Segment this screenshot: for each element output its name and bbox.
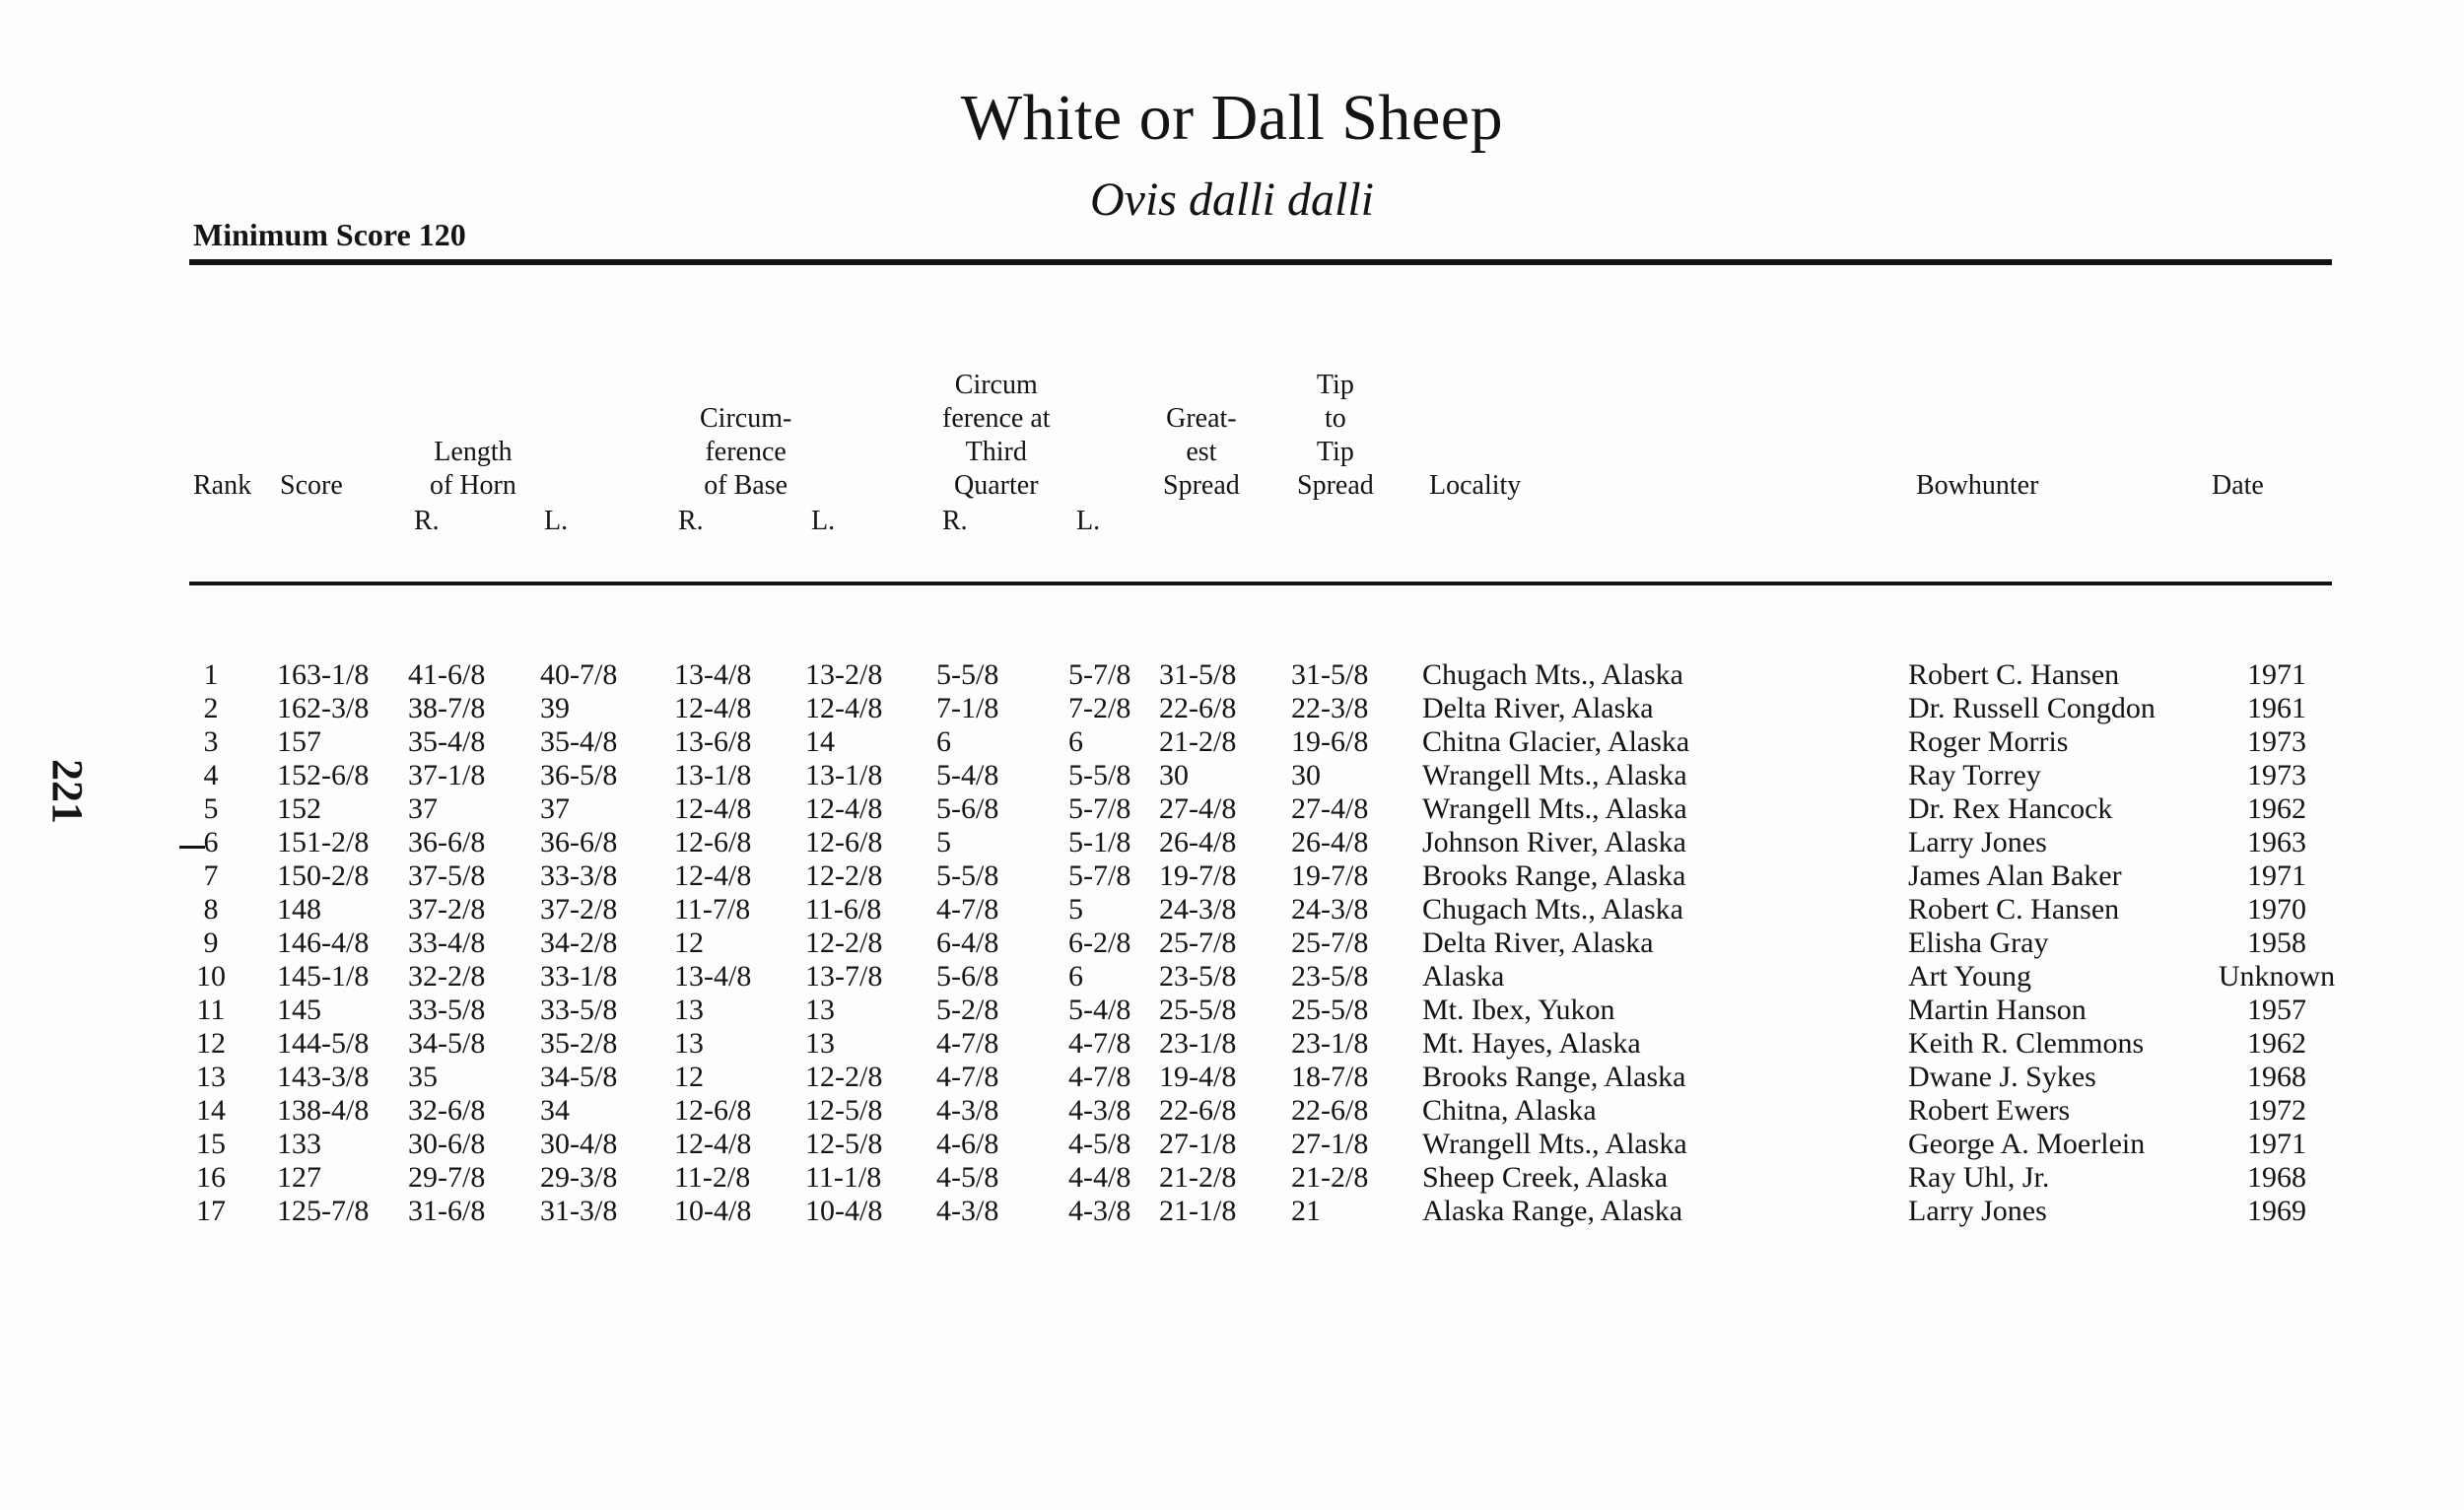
bowhunter-cell: Larry Jones (1908, 1195, 2047, 1227)
third-quarter-left-cell: 5-7/8 (1068, 792, 1131, 825)
score-cell: 151-2/8 (277, 826, 370, 858)
horn-length-left-cell: 40-7/8 (540, 658, 618, 691)
rank-cell: 14 (196, 1094, 226, 1127)
horn-length-left-cell: 33-3/8 (540, 859, 618, 892)
rank-cell: 16 (196, 1161, 226, 1194)
header-tip-to-tip-spread: Tip to Tip Spread (1297, 370, 1374, 501)
rank-cell: 3 (203, 725, 219, 758)
third-quarter-left-cell: 5-7/8 (1068, 658, 1131, 691)
greatest-spread-cell: 31-5/8 (1159, 658, 1237, 691)
table-row (0, 658, 2464, 692)
horn-length-left-cell: 35-2/8 (540, 1027, 618, 1060)
date-cell: 1971 (2247, 1128, 2306, 1160)
horn-length-right-cell: 33-5/8 (408, 994, 486, 1026)
tip-to-tip-cell: 18-7/8 (1291, 1061, 1369, 1093)
table-row (0, 826, 2464, 859)
date-cell: 1970 (2247, 893, 2306, 926)
third-quarter-left-cell: 5-1/8 (1068, 826, 1131, 858)
rank-cell: 1 (203, 658, 219, 691)
third-quarter-right-cell: 4-3/8 (936, 1195, 999, 1227)
horn-length-right-cell: 37-5/8 (408, 859, 486, 892)
table-row (0, 1027, 2464, 1061)
header-rule (189, 582, 2332, 585)
horn-length-left-cell: 34-5/8 (540, 1061, 618, 1093)
horn-length-right-cell: 32-2/8 (408, 960, 486, 993)
base-circumference-left-cell: 13-2/8 (805, 658, 883, 691)
header-date: Date (2212, 470, 2264, 501)
horn-length-left-cell: 37-2/8 (540, 893, 618, 926)
locality-cell: Brooks Range, Alaska (1422, 859, 1686, 892)
score-cell: 146-4/8 (277, 927, 370, 959)
locality-cell: Delta River, Alaska (1422, 692, 1654, 724)
locality-cell: Mt. Hayes, Alaska (1422, 1027, 1641, 1060)
date-cell: 1963 (2247, 826, 2306, 858)
minimum-score: Minimum Score 120 (193, 217, 466, 252)
score-cell: 150-2/8 (277, 859, 370, 892)
greatest-spread-cell: 21-2/8 (1159, 1161, 1237, 1194)
header-length-of-horn: Length of Horn (430, 437, 516, 501)
locality-cell: Chitna Glacier, Alaska (1422, 725, 1690, 758)
greatest-spread-cell: 19-4/8 (1159, 1061, 1237, 1093)
locality-cell: Sheep Creek, Alaska (1422, 1161, 1669, 1194)
score-cell: 152 (277, 792, 321, 825)
base-circumference-left-cell: 12-2/8 (805, 1061, 883, 1093)
greatest-spread-cell: 30 (1159, 759, 1189, 791)
score-cell: 163-1/8 (277, 658, 370, 691)
table-row (0, 692, 2464, 725)
horn-length-right-cell: 35 (408, 1061, 438, 1093)
bowhunter-cell: George A. Moerlein (1908, 1128, 2146, 1160)
date-cell: 1958 (2247, 927, 2306, 959)
horn-length-right-cell: 37-1/8 (408, 759, 486, 791)
bowhunter-cell: Keith R. Clemmons (1908, 1027, 2145, 1060)
horn-length-left-cell: 31-3/8 (540, 1195, 618, 1227)
horn-length-left-cell: 33-1/8 (540, 960, 618, 993)
base-circumference-right-cell: 12-4/8 (674, 1128, 752, 1160)
date-cell: 1973 (2247, 725, 2306, 758)
third-quarter-left-cell: 4-4/8 (1068, 1161, 1131, 1194)
tip-to-tip-cell: 27-4/8 (1291, 792, 1369, 825)
base-circumference-right-cell: 13-4/8 (674, 658, 752, 691)
table-row (0, 859, 2464, 893)
third-quarter-left-cell: 6 (1068, 725, 1083, 758)
third-quarter-right-cell: 5-5/8 (936, 859, 999, 892)
bowhunter-cell: Dwane J. Sykes (1908, 1061, 2096, 1093)
header-rank: Rank (193, 470, 252, 501)
tip-to-tip-cell: 30 (1291, 759, 1321, 791)
third-quarter-left-cell: 4-3/8 (1068, 1195, 1131, 1227)
horn-length-left-cell: 36-5/8 (540, 759, 618, 791)
third-quarter-left-cell: 5-7/8 (1068, 859, 1131, 892)
base-circumference-left-cell: 13-7/8 (805, 960, 883, 993)
rank-cell: 13 (196, 1061, 226, 1093)
rank-cell: 12 (196, 1027, 226, 1060)
rank-cell: 15 (196, 1128, 226, 1160)
date-cell: 1971 (2247, 859, 2306, 892)
score-cell: 144-5/8 (277, 1027, 370, 1060)
base-circumference-left-cell: 14 (805, 725, 835, 758)
greatest-spread-cell: 27-4/8 (1159, 792, 1237, 825)
third-quarter-left-cell: 5-5/8 (1068, 759, 1131, 791)
base-circumference-right-cell: 12-6/8 (674, 1094, 752, 1127)
horn-length-right-cell: 37-2/8 (408, 893, 486, 926)
third-quarter-left-cell: 4-3/8 (1068, 1094, 1131, 1127)
locality-cell: Alaska Range, Alaska (1422, 1195, 1683, 1227)
score-cell: 133 (277, 1128, 321, 1160)
third-quarter-right-cell: 4-7/8 (936, 1061, 999, 1093)
greatest-spread-cell: 23-1/8 (1159, 1027, 1237, 1060)
base-circumference-left-cell: 11-6/8 (805, 893, 882, 926)
third-quarter-right-cell: 5-6/8 (936, 960, 999, 993)
locality-cell: Chugach Mts., Alaska (1422, 658, 1683, 691)
base-circumference-right-cell: 13-4/8 (674, 960, 752, 993)
date-cell: 1961 (2247, 692, 2306, 724)
tip-to-tip-cell: 22-3/8 (1291, 692, 1369, 724)
base-circumference-left-cell: 12-4/8 (805, 692, 883, 724)
locality-cell: Chitna, Alaska (1422, 1094, 1597, 1127)
base-circumference-left-cell: 12-2/8 (805, 859, 883, 892)
table-row (0, 725, 2464, 759)
species-latin-name: Ovis dalli dalli (1090, 173, 1374, 226)
header-circumference-base: Circum- ference of Base (700, 403, 792, 501)
bowhunter-cell: James Alan Baker (1908, 859, 2122, 892)
records-table (0, 658, 2464, 1228)
table-row (0, 893, 2464, 927)
third-quarter-left-cell: 5 (1068, 893, 1083, 926)
header-third-left: L. (1076, 506, 1101, 536)
locality-cell: Wrangell Mts., Alaska (1422, 759, 1687, 791)
rank-cell: 5 (203, 792, 219, 825)
horn-length-right-cell: 32-6/8 (408, 1094, 486, 1127)
bowhunter-cell: Larry Jones (1908, 826, 2047, 858)
horn-length-right-cell: 33-4/8 (408, 927, 486, 959)
table-row (0, 1094, 2464, 1128)
third-quarter-right-cell: 6 (936, 725, 951, 758)
base-circumference-left-cell: 10-4/8 (805, 1195, 883, 1227)
bowhunter-cell: Martin Hanson (1908, 994, 2087, 1026)
table-row (0, 1128, 2464, 1161)
header-base-right: R. (678, 506, 704, 536)
bowhunter-cell: Roger Morris (1908, 725, 2069, 758)
score-cell: 157 (277, 725, 321, 758)
third-quarter-right-cell: 5-6/8 (936, 792, 999, 825)
horn-length-right-cell: 41-6/8 (408, 658, 486, 691)
header-greatest-spread: Great- est Spread (1163, 403, 1240, 501)
tip-to-tip-cell: 21 (1291, 1195, 1321, 1227)
tip-to-tip-cell: 27-1/8 (1291, 1128, 1369, 1160)
base-circumference-right-cell: 12 (674, 927, 704, 959)
score-cell: 127 (277, 1161, 321, 1194)
third-quarter-left-cell: 4-7/8 (1068, 1061, 1131, 1093)
date-cell: 1968 (2247, 1161, 2306, 1194)
rank-cell: 2 (203, 692, 219, 724)
base-circumference-left-cell: 12-4/8 (805, 792, 883, 825)
locality-cell: Chugach Mts., Alaska (1422, 893, 1683, 926)
page-title: White or Dall Sheep (960, 82, 1504, 154)
tip-to-tip-cell: 21-2/8 (1291, 1161, 1369, 1194)
score-cell: 152-6/8 (277, 759, 370, 791)
third-quarter-left-cell: 6 (1068, 960, 1083, 993)
header-length-left: L. (544, 506, 569, 536)
table-row (0, 792, 2464, 826)
third-quarter-right-cell: 5 (936, 826, 951, 858)
table-row (0, 994, 2464, 1027)
third-quarter-right-cell: 4-3/8 (936, 1094, 999, 1127)
score-cell: 148 (277, 893, 321, 926)
bowhunter-cell: Dr. Rex Hancock (1908, 792, 2113, 825)
greatest-spread-cell: 25-7/8 (1159, 927, 1237, 959)
rank-cell: 10 (196, 960, 226, 993)
base-circumference-left-cell: 13 (805, 1027, 835, 1060)
greatest-spread-cell: 21-2/8 (1159, 725, 1237, 758)
score-cell: 143-3/8 (277, 1061, 370, 1093)
table-row (0, 1195, 2464, 1228)
base-circumference-right-cell: 11-7/8 (674, 893, 751, 926)
table-row (0, 1161, 2464, 1195)
date-cell: Unknown (2218, 960, 2336, 993)
table-row (0, 960, 2464, 994)
horn-length-right-cell: 31-6/8 (408, 1195, 486, 1227)
base-circumference-right-cell: 13 (674, 994, 704, 1026)
tip-to-tip-cell: 23-5/8 (1291, 960, 1369, 993)
third-quarter-right-cell: 4-5/8 (936, 1161, 999, 1194)
tip-to-tip-cell: 26-4/8 (1291, 826, 1369, 858)
table-row (0, 1061, 2464, 1094)
third-quarter-right-cell: 5-5/8 (936, 658, 999, 691)
horn-length-left-cell: 35-4/8 (540, 725, 618, 758)
third-quarter-right-cell: 4-7/8 (936, 893, 999, 926)
base-circumference-left-cell: 12-2/8 (805, 927, 883, 959)
header-bowhunter: Bowhunter (1916, 470, 2039, 501)
date-cell: 1972 (2247, 1094, 2306, 1127)
table-row (0, 759, 2464, 792)
date-cell: 1973 (2247, 759, 2306, 791)
date-cell: 1957 (2247, 994, 2306, 1026)
score-cell: 162-3/8 (277, 692, 370, 724)
horn-length-right-cell: 34-5/8 (408, 1027, 486, 1060)
tip-to-tip-cell: 23-1/8 (1291, 1027, 1369, 1060)
horn-length-right-cell: 35-4/8 (408, 725, 486, 758)
tip-to-tip-cell: 19-7/8 (1291, 859, 1369, 892)
locality-cell: Alaska (1422, 960, 1505, 993)
horn-length-right-cell: 36-6/8 (408, 826, 486, 858)
bowhunter-cell: Ray Torrey (1908, 759, 2041, 791)
horn-length-left-cell: 34 (540, 1094, 570, 1127)
header-third-right: R. (942, 506, 968, 536)
tip-to-tip-cell: 25-5/8 (1291, 994, 1369, 1026)
locality-cell: Mt. Ibex, Yukon (1422, 994, 1615, 1026)
bowhunter-cell: Ray Uhl, Jr. (1908, 1161, 2050, 1194)
base-circumference-left-cell: 12-5/8 (805, 1094, 883, 1127)
tip-to-tip-cell: 25-7/8 (1291, 927, 1369, 959)
top-rule (189, 259, 2332, 265)
bowhunter-cell: Robert C. Hansen (1908, 658, 2120, 691)
third-quarter-left-cell: 4-7/8 (1068, 1027, 1131, 1060)
horn-length-left-cell: 30-4/8 (540, 1128, 618, 1160)
greatest-spread-cell: 22-6/8 (1159, 1094, 1237, 1127)
rank-cell: 17 (196, 1195, 226, 1227)
rank-cell: 7 (203, 859, 219, 892)
date-cell: 1962 (2247, 1027, 2306, 1060)
base-circumference-right-cell: 12-4/8 (674, 692, 752, 724)
horn-length-right-cell: 29-7/8 (408, 1161, 486, 1194)
bowhunter-cell: Robert Ewers (1908, 1094, 2071, 1127)
locality-cell: Wrangell Mts., Alaska (1422, 1128, 1687, 1160)
header-base-left: L. (811, 506, 836, 536)
horn-length-left-cell: 33-5/8 (540, 994, 618, 1026)
score-cell: 145-1/8 (277, 960, 370, 993)
base-circumference-left-cell: 13-1/8 (805, 759, 883, 791)
table-row (0, 927, 2464, 960)
greatest-spread-cell: 26-4/8 (1159, 826, 1237, 858)
horn-length-left-cell: 36-6/8 (540, 826, 618, 858)
greatest-spread-cell: 22-6/8 (1159, 692, 1237, 724)
rank-cell: 8 (203, 893, 219, 926)
third-quarter-right-cell: 4-7/8 (936, 1027, 999, 1060)
third-quarter-right-cell: 6-4/8 (936, 927, 999, 959)
base-circumference-left-cell: 12-6/8 (805, 826, 883, 858)
base-circumference-right-cell: 13 (674, 1027, 704, 1060)
greatest-spread-cell: 27-1/8 (1159, 1128, 1237, 1160)
rank-cell: 4 (203, 759, 219, 791)
header-score: Score (280, 470, 343, 501)
bowhunter-cell: Art Young (1908, 960, 2032, 993)
base-circumference-right-cell: 13-6/8 (674, 725, 752, 758)
base-circumference-right-cell: 12-4/8 (674, 792, 752, 825)
tip-to-tip-cell: 22-6/8 (1291, 1094, 1369, 1127)
rank-cell: 11 (196, 994, 226, 1026)
score-cell: 138-4/8 (277, 1094, 370, 1127)
third-quarter-left-cell: 7-2/8 (1068, 692, 1131, 724)
tip-to-tip-cell: 19-6/8 (1291, 725, 1369, 758)
bowhunter-cell: Robert C. Hansen (1908, 893, 2120, 926)
greatest-spread-cell: 24-3/8 (1159, 893, 1237, 926)
header-length-right: R. (414, 506, 440, 536)
base-circumference-left-cell: 12-5/8 (805, 1128, 883, 1160)
locality-cell: Brooks Range, Alaska (1422, 1061, 1686, 1093)
third-quarter-right-cell: 7-1/8 (936, 692, 999, 724)
header-circumference-third-quarter: Circum ference at Third Quarter (942, 370, 1051, 501)
third-quarter-left-cell: 5-4/8 (1068, 994, 1131, 1026)
greatest-spread-cell: 21-1/8 (1159, 1195, 1237, 1227)
date-cell: 1962 (2247, 792, 2306, 825)
bowhunter-cell: Elisha Gray (1908, 927, 2049, 959)
third-quarter-left-cell: 4-5/8 (1068, 1128, 1131, 1160)
horn-length-right-cell: 38-7/8 (408, 692, 486, 724)
horn-length-left-cell: 37 (540, 792, 570, 825)
locality-cell: Johnson River, Alaska (1422, 826, 1686, 858)
base-circumference-right-cell: 13-1/8 (674, 759, 752, 791)
horn-length-right-cell: 37 (408, 792, 438, 825)
base-circumference-right-cell: 12 (674, 1061, 704, 1093)
horn-length-right-cell: 30-6/8 (408, 1128, 486, 1160)
date-cell: 1971 (2247, 658, 2306, 691)
horn-length-left-cell: 34-2/8 (540, 927, 618, 959)
locality-cell: Delta River, Alaska (1422, 927, 1654, 959)
date-cell: 1969 (2247, 1195, 2306, 1227)
base-circumference-left-cell: 11-1/8 (805, 1161, 882, 1194)
tip-to-tip-cell: 31-5/8 (1291, 658, 1369, 691)
base-circumference-right-cell: 10-4/8 (674, 1195, 752, 1227)
rank-cell: 9 (203, 927, 219, 959)
locality-cell: Wrangell Mts., Alaska (1422, 792, 1687, 825)
tip-to-tip-cell: 24-3/8 (1291, 893, 1369, 926)
greatest-spread-cell: 19-7/8 (1159, 859, 1237, 892)
greatest-spread-cell: 25-5/8 (1159, 994, 1237, 1026)
score-cell: 125-7/8 (277, 1195, 370, 1227)
third-quarter-right-cell: 5-2/8 (936, 994, 999, 1026)
third-quarter-right-cell: 4-6/8 (936, 1128, 999, 1160)
greatest-spread-cell: 23-5/8 (1159, 960, 1237, 993)
base-circumference-right-cell: 12-6/8 (674, 826, 752, 858)
rank-cell: 6 (203, 826, 219, 858)
page-number: 221 (43, 759, 92, 824)
base-circumference-right-cell: 11-2/8 (674, 1161, 751, 1194)
date-cell: 1968 (2247, 1061, 2306, 1093)
bowhunter-cell: Dr. Russell Congdon (1908, 692, 2156, 724)
horn-length-left-cell: 39 (540, 692, 570, 724)
third-quarter-right-cell: 5-4/8 (936, 759, 999, 791)
score-cell: 145 (277, 994, 321, 1026)
third-quarter-left-cell: 6-2/8 (1068, 927, 1131, 959)
header-locality: Locality (1429, 470, 1522, 501)
base-circumference-left-cell: 13 (805, 994, 835, 1026)
base-circumference-right-cell: 12-4/8 (674, 859, 752, 892)
horn-length-left-cell: 29-3/8 (540, 1161, 618, 1194)
